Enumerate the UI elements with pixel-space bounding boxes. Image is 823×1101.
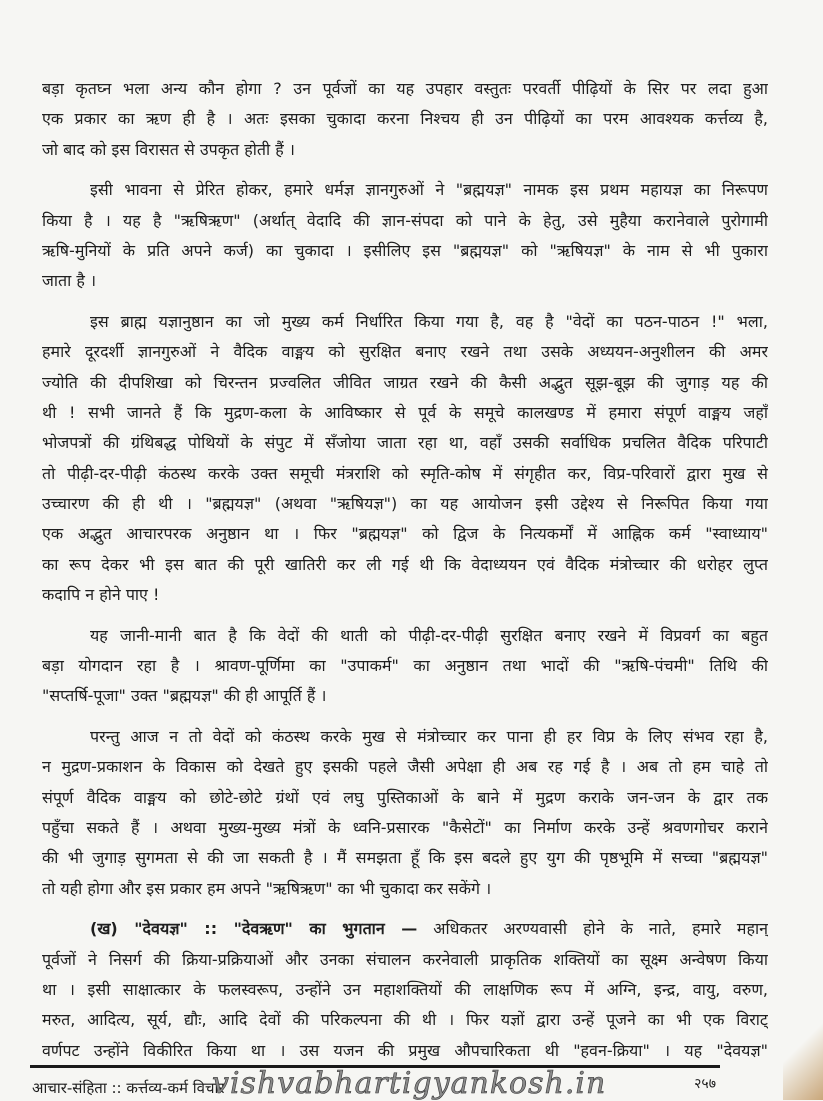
text-line: कदापि न होने पाए !	[42, 585, 160, 605]
page-corner-stain	[783, 1010, 823, 1100]
paragraph	[42, 175, 768, 297]
paragraph	[42, 621, 768, 712]
text-line	[42, 914, 768, 944]
text-line: परन्तु आज न तो वेदों को कंठस्थ करके मुख से मंत्रोच्चार कर पाना ही हर विप्र के लिए संभव रहा है,	[90, 726, 768, 746]
text-line: "सप्तर्षि-पूजा" उक्त "ब्रह्मयज्ञ" की ही आपूर्ति हैं ।	[42, 686, 327, 706]
text-line: की भी जुगाड़ सुगमता से की जा सकती है । मैं समझता हूँ कि इस बदले हुए युग की पृष्ठभूमि में सच्चा "ब्रह्मयज्ञ"	[42, 848, 768, 868]
text-line: हमारे दूरदर्शी ज्ञानगुरुओं ने वैदिक वाङ्मय को सुरक्षित बनाए रखने तथा उसके अध्ययन-अनुशीलन की अमर	[42, 342, 768, 362]
text-line: एक अद्भुत आचारपरक अनुष्ठान था । फिर "ब्रह्मयज्ञ" को द्विज के नित्यकर्मों में आह्निक कर्म "स्वाध्याय"	[42, 524, 768, 544]
text-line: बड़ा योगदान रहा है । श्रावण-पूर्णिमा का "उपाकर्म" का अनुष्ठान तथा भादों की "ऋषि-पंचमी" तिथि की	[42, 656, 768, 676]
text-line: पूर्वजों ने निसर्ग की क्रिया-प्रक्रियाओं और उनका संचालन करनेवाली प्राकृतिक शक्तियों का सूक्ष्म अन्वेषण किया	[42, 949, 768, 969]
text-line: संपूर्ण वैदिक वाङ्मय को छोटे-छोटे ग्रंथों एवं लघु पुस्तिकाओं के बाने में मुद्रण कराके जन-जन के द्वार तक	[42, 787, 768, 807]
text-line: बड़ा कृतघ्न भला अन्य कौन होगा ? उन पूर्वजों का यह उपहार वस्तुतः परवर्ती पीढ़ियों के सिर पर लदा हुआ	[42, 79, 768, 98]
text-line: ऋषि-मुनियों के प्रति अपने कर्ज) का चुकादा । इसीलिए इस "ब्रह्मयज्ञ" को "ऋषियज्ञ" के नाम से भी पुकारा	[42, 240, 768, 260]
text-line: इस ब्राह्म यज्ञानुष्ठान का जो मुख्य कर्म निर्धारित किया गया है, वह है "वेदों का पठन-पाठन !" भला,	[90, 311, 768, 331]
text-line: थी ! सभी जानते हैं कि मुद्रण-कला के आविष्कार से पूर्व के समूचे कालखण्ड में हमारा संपूर्ण वाङ्मय जहाँ	[42, 402, 768, 422]
paragraph	[42, 307, 768, 611]
text-line: यह जानी-मानी बात है कि वेदों की थाती को पीढ़ी-दर-पीढ़ी सुरक्षित बनाए रखने में विप्रवर्ग का बहुत	[90, 625, 768, 645]
section-heading: (ख) "देवयज्ञ" :: "देवऋण" का भुगतान —	[90, 919, 418, 939]
text-line: एक प्रकार का ऋण ही है । अतः इसका चुकादा करना निश्चय ही उन पीढ़ियों का परम आवश्यक कर्त्तव्य है,	[42, 109, 768, 129]
text-line: न मुद्रण-प्रकाशन के विकास को देखते हुए इसकी पहले जैसी अपेक्षा ही अब रह गई है । अब तो हम चाहे तो	[42, 757, 768, 777]
text-line: इसी भावना से प्रेरित होकर, हमारे धर्मज्ञ ज्ञानगुरुओं ने "ब्रह्मयज्ञ" नामक इस प्रथम महायज्ञ का निरूपण	[90, 180, 768, 200]
text-line: ज्योति की दीपशिखा को चिरन्तन प्रज्वलित जीवित जाग्रत रखने की कैसी अद्भुत सूझ-बूझ की जुगाड़ यह की	[42, 372, 768, 392]
text-line: तो पीढ़ी-दर-पीढ़ी कंठस्थ करके उक्त समूची मंत्रराशि को स्मृति-कोष में संगृहीत कर, विप्र-परिवारों द्वारा मुख से	[42, 463, 768, 483]
text-line: था । इसी साक्षात्कार के फलस्वरूप, उन्होंने उन महाशक्तियों की लाक्षणिक रूप में अग्नि, इन्द्र, वायु, वरुण,	[42, 979, 768, 999]
section-devayajna	[42, 914, 768, 1066]
text-line: किया है । यह है "ऋषिऋण" (अर्थात् वेदादि की ज्ञान-संपदा को पाने के हेतु, उसे मुहैया करानेवाले पुरोगामी	[42, 210, 768, 230]
page-body	[42, 74, 768, 1076]
text-line: भोजपत्रों की ग्रंथिबद्ध पोथियों के संपुट में सँजोया जाता रहा था, वहाँ उसकी सर्वाधिक प्रचलित वैदिक परिपाटी	[42, 433, 768, 453]
text-line: पहुँचा सकते हैं । अथवा मुख्य-मुख्य मंत्रों के ध्वनि-प्रसारक "कैसेटों" का निर्माण करके उन्हें श्रवणगोचर कराने	[42, 817, 768, 837]
text-line: का रूप देकर भी इस बात की पूरी खातिरी कर ली गई थी कि वेदाध्ययन एवं वैदिक मंत्रोच्चार की धरोहर लुप्त	[42, 554, 768, 574]
text-line: जाता है ।	[42, 271, 97, 291]
text-line: मरुत, आदित्य, सूर्य, द्यौः, आदि देवों की परिकल्पना की थी । फिर यज्ञों द्वारा उन्हें पूजने का भी एक विराट्	[42, 1010, 768, 1030]
paragraph	[42, 74, 768, 165]
text-line: वर्णपट उन्होंने विकीरित किया था । उस यजन की प्रमुख औपचारिकता थी "हवन-क्रिया" । यह "देवयज्ञ"	[42, 1040, 768, 1060]
text-line: तो यही होगा और इस प्रकार हम अपने "ऋषिऋण" का भी चुकादा कर सकेंगे ।	[42, 878, 492, 898]
text-line: जो बाद को इस विरासत से उपकृत होती हैं ।	[42, 139, 295, 159]
text-line: उच्चारण की ही थी । "ब्रह्मयज्ञ" (अथवा "ऋषियज्ञ") का यह आयोजन इसी उद्देश्य से निरूपित किया गया	[42, 494, 768, 514]
paragraph	[42, 722, 768, 904]
watermark: vishvabhartigyankosh.in	[212, 1066, 607, 1101]
section-first-line-text: अधिकतर अरण्यवासी होने के नाते, हमारे महान्	[417, 919, 768, 939]
page-number: २५७	[694, 1076, 716, 1092]
running-title: आचार-संहिता :: कर्त्तव्य-कर्म विचार	[32, 1079, 225, 1097]
